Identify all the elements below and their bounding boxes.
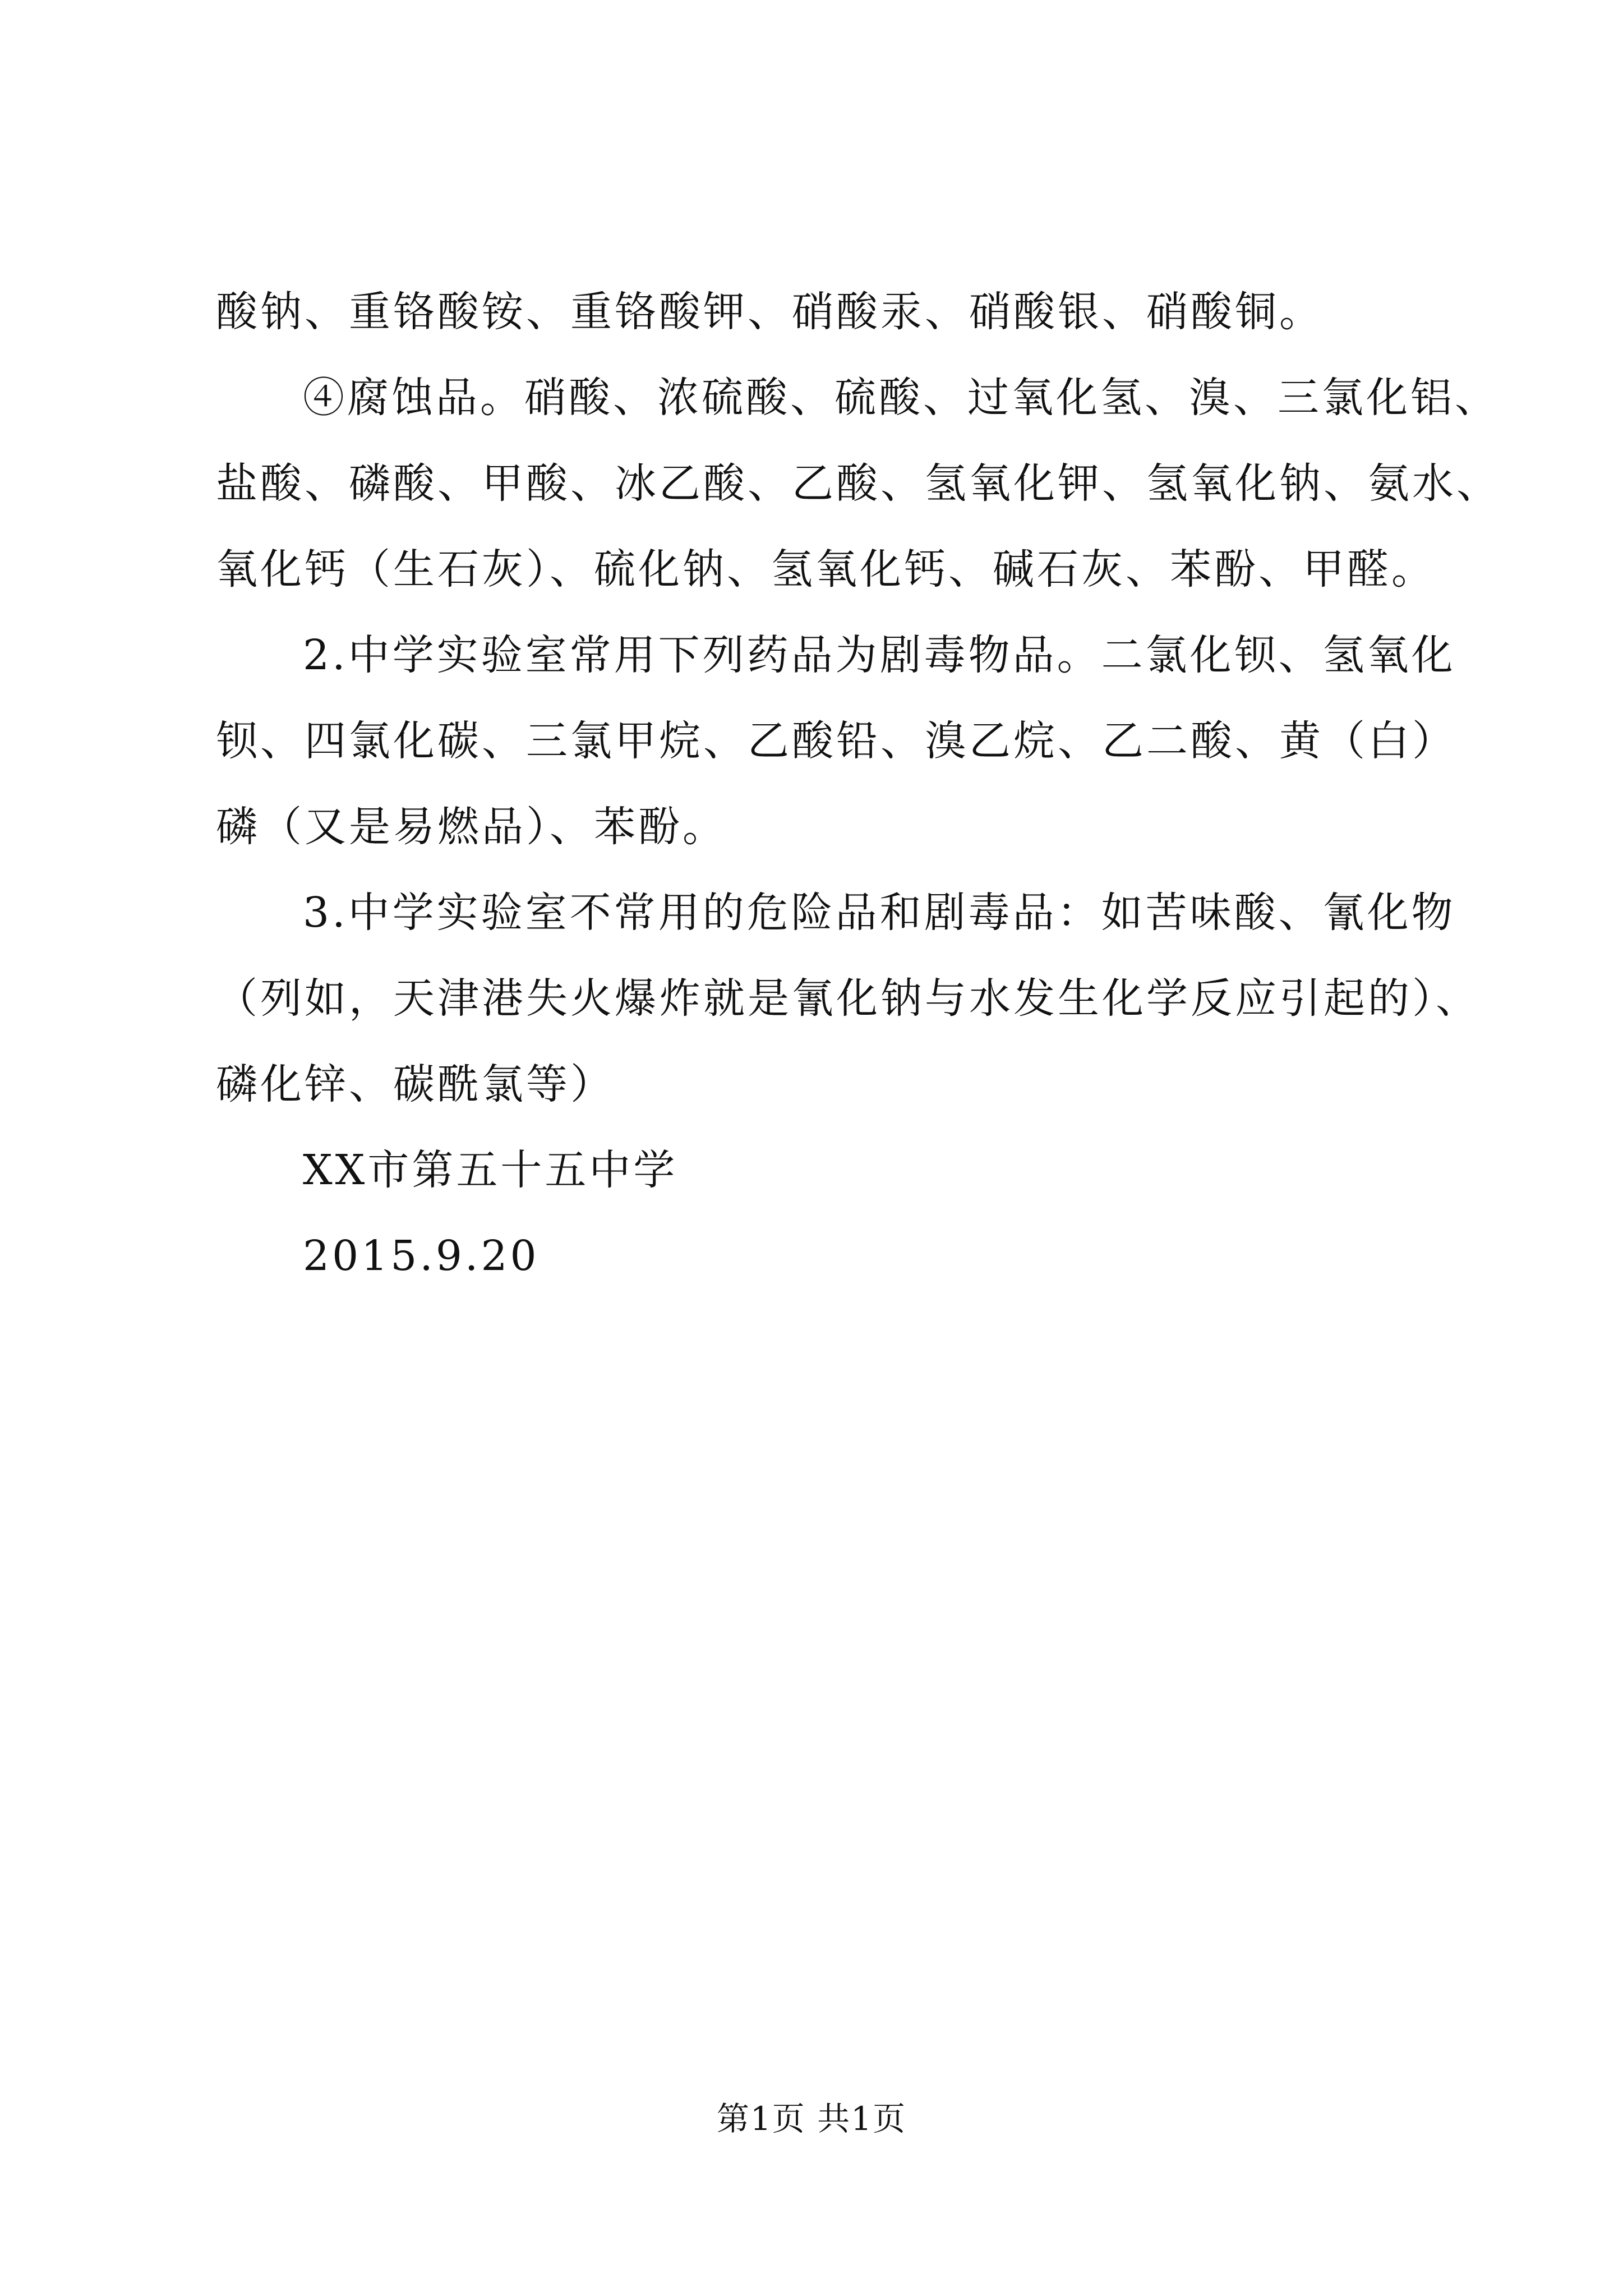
- text-line-3: 盐酸、磷酸、甲酸、冰乙酸、乙酸、氢氧化钾、氢氧化钠、氨水、: [216, 459, 1501, 508]
- text-line-7: 磷（又是易燃品）、苯酚。: [216, 803, 727, 851]
- page-footer: 第1页 共1页: [716, 2100, 907, 2138]
- signature-date: 2015.9.20: [303, 1232, 540, 1280]
- text-line-8: 3.中学实验室不常用的危险品和剧毒品：如苦味酸、氰化物: [303, 889, 1456, 937]
- document-body: [216, 269, 1501, 1299]
- text-line-9: （列如，天津港失火爆炸就是氰化钠与水发生化学反应引起的）、: [216, 974, 1480, 1023]
- text-line-5: 2.中学实验室常用下列药品为剧毒物品。二氯化钡、氢氧化: [303, 631, 1456, 679]
- text-line-6: 钡、四氯化碳、三氯甲烷、乙酸铅、溴乙烷、乙二酸、黄（白）: [216, 717, 1456, 765]
- signature-school: XX市第五十五中学: [303, 1146, 678, 1194]
- text-line-4: 氧化钙（生石灰）、硫化钠、氢氧化钙、碱石灰、苯酚、甲醛。: [216, 545, 1436, 593]
- text-line-2: ④腐蚀品。硝酸、浓硫酸、硫酸、过氧化氢、溴、三氯化铝、: [303, 374, 1499, 422]
- text-line-1: 酸钠、重铬酸铵、重铬酸钾、硝酸汞、硝酸银、硝酸铜。: [216, 288, 1324, 336]
- text-line-10: 磷化锌、碳酰氯等）: [216, 1060, 615, 1108]
